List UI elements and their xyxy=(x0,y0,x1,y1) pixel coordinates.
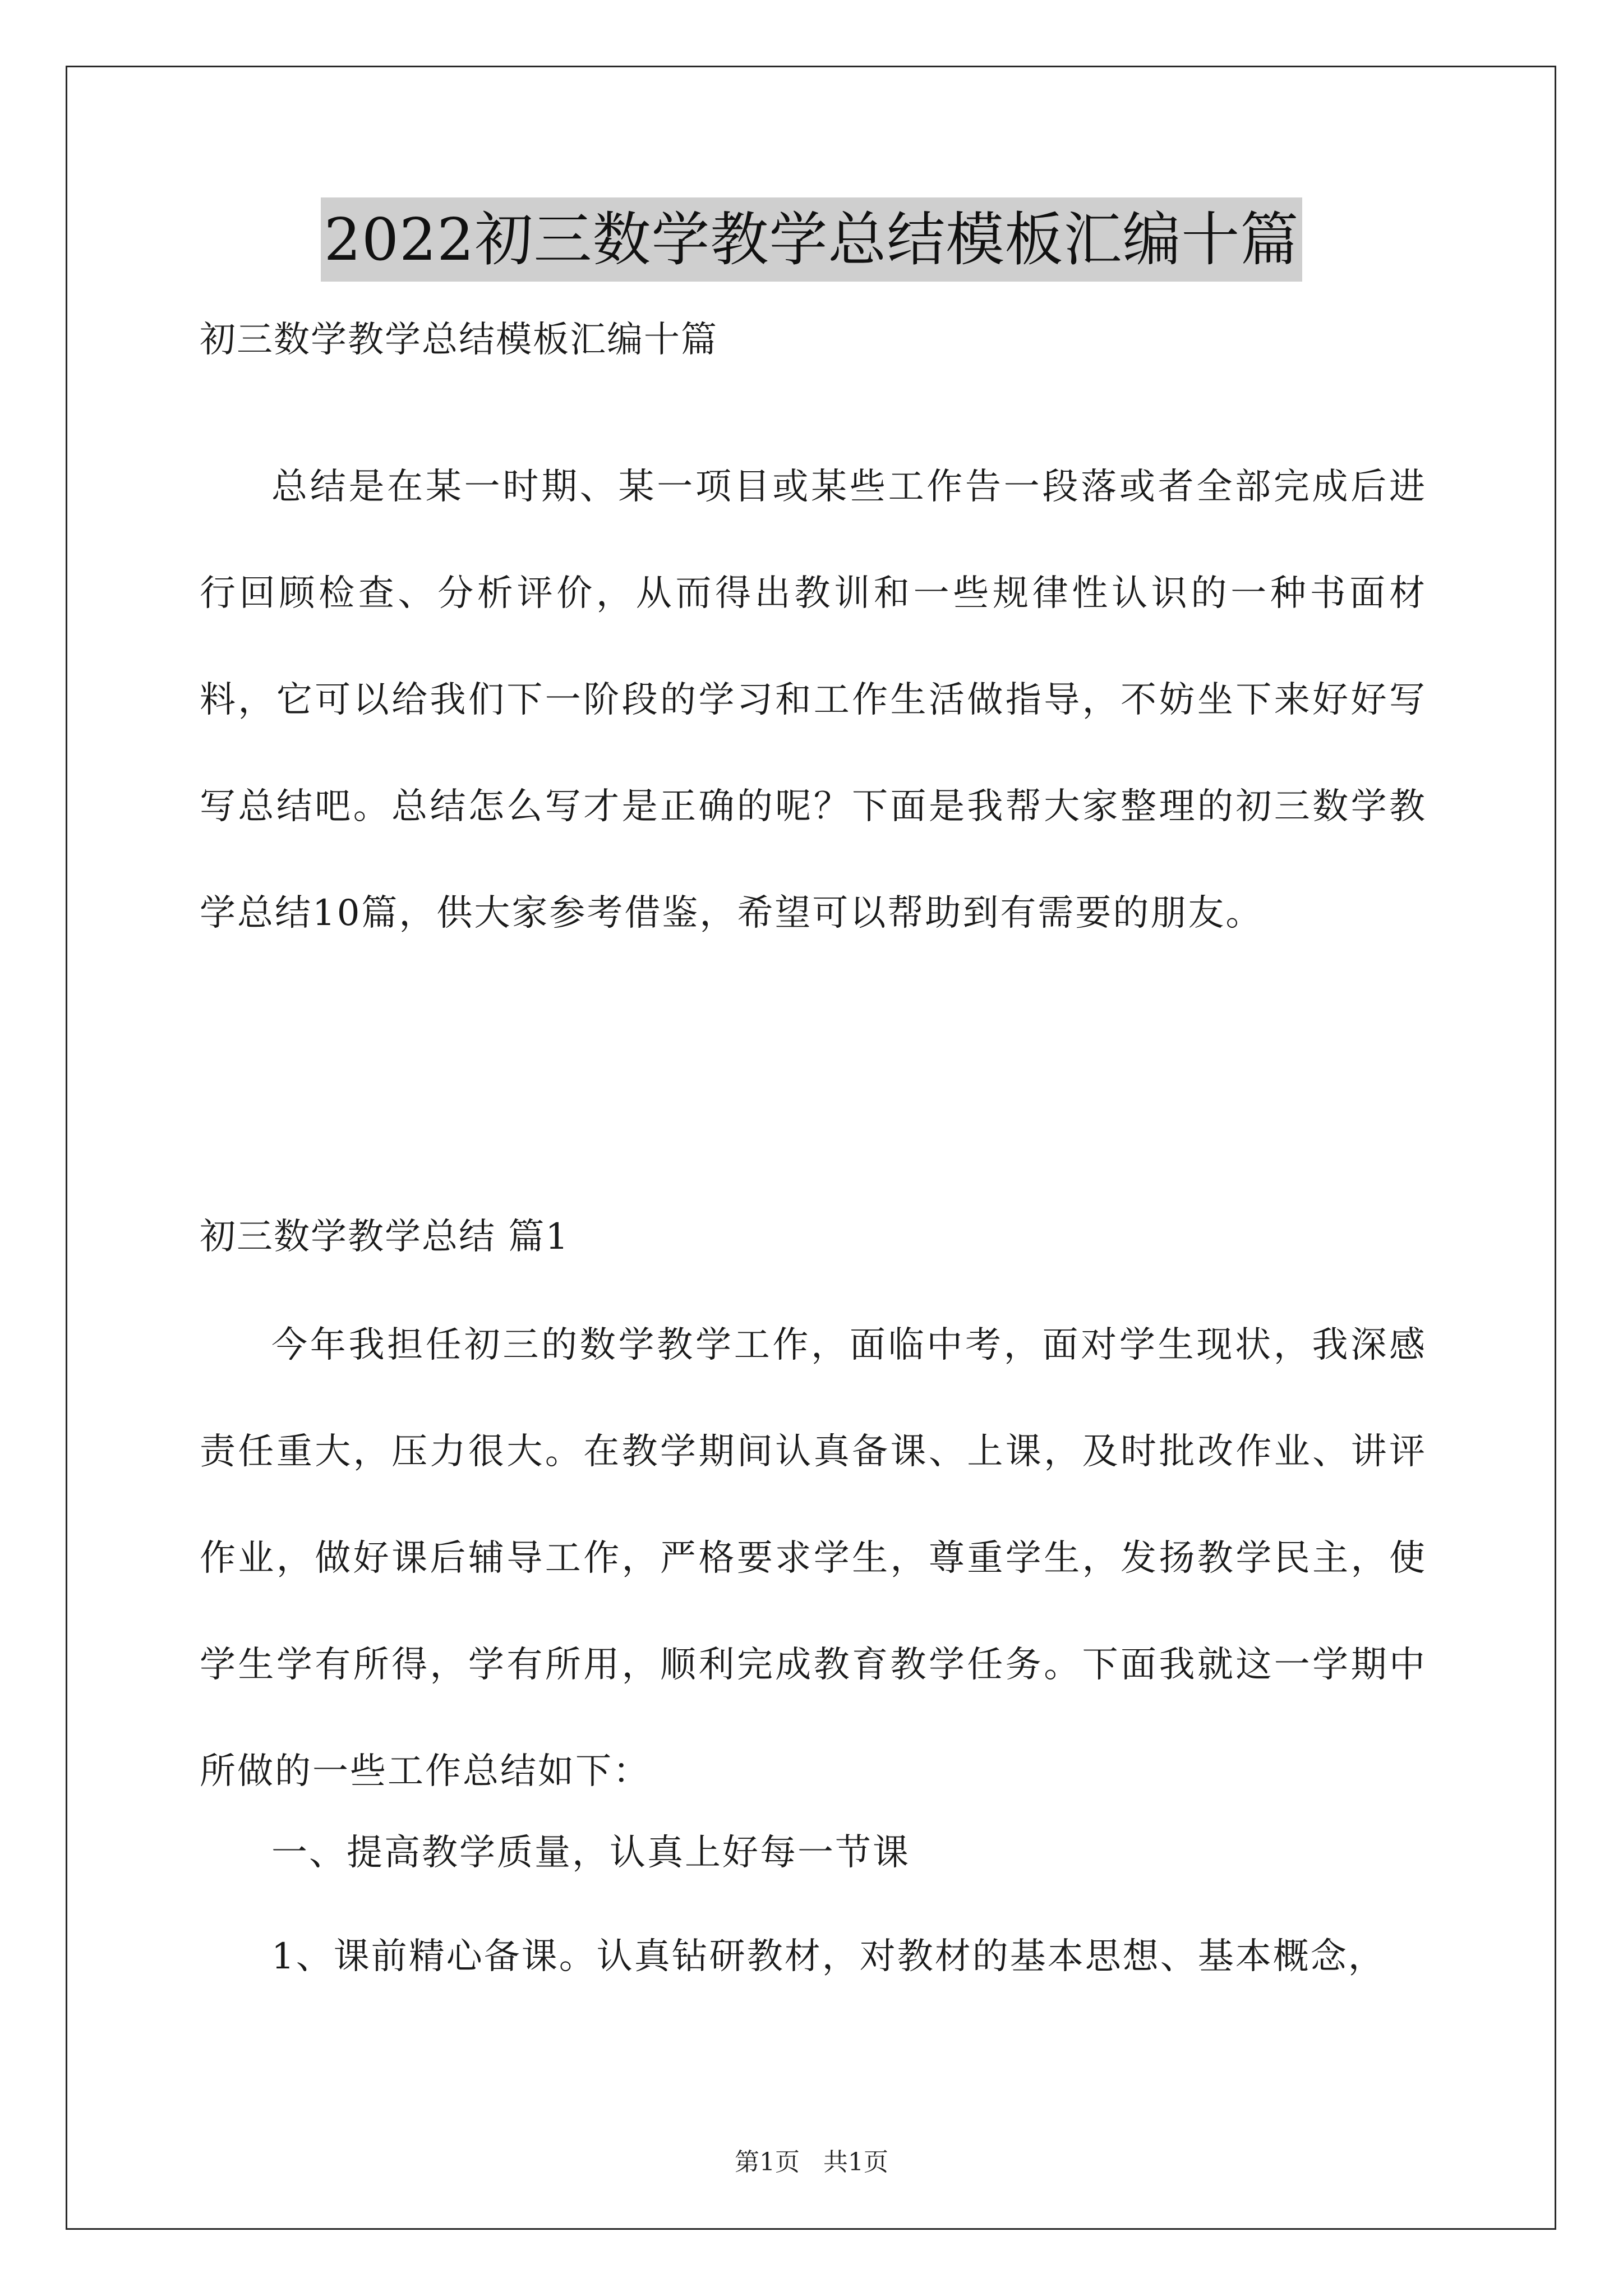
section-heading: 初三数学教学总结 篇1 xyxy=(200,1216,570,1258)
page-footer: 第1页 共1页 xyxy=(735,2148,888,2177)
document-title: 2022初三数学教学总结模板汇编十篇 xyxy=(321,197,1303,282)
document-subtitle: 初三数学教学总结模板汇编十篇 xyxy=(200,319,718,361)
list-item: 1、课前精心备课。认真钻研教材，对教材的基本思想、基本概念， xyxy=(271,1936,1386,1977)
section-paragraph: 今年我担任初三的数学教学工作，面临中考，面对学生现状，我深感责任重大，压力很大。在教学期间认真备课、上课，及时批改作业、讲评作业，做好课后辅导工作，严格要求学生，尊重学生，发扬教学民主，使学生学有所得，学有所用，顺利完成教育教学任务。下面我就这一学期中所做的一些工作总结如下： xyxy=(200,1324,1427,1792)
intro-paragraph: 总结是在某一时期、某一项目或某些工作告一段落或者全部完成后进行回顾检查、分析评价，从而得出教训和一些规律性认识的一种书面材料，它可以给我们下一阶段的学习和工作生活做指导，不妨坐下来好好写写总结吧。总结怎么写才是正确的呢？下面是我帮大家整理的初三数学教学总结10篇，供大家参考借鉴，希望可以帮助到有需要的朋友。 xyxy=(200,466,1427,934)
subheading: 一、提高教学质量，认真上好每一节课 xyxy=(271,1832,910,1874)
title-container xyxy=(0,197,1623,282)
